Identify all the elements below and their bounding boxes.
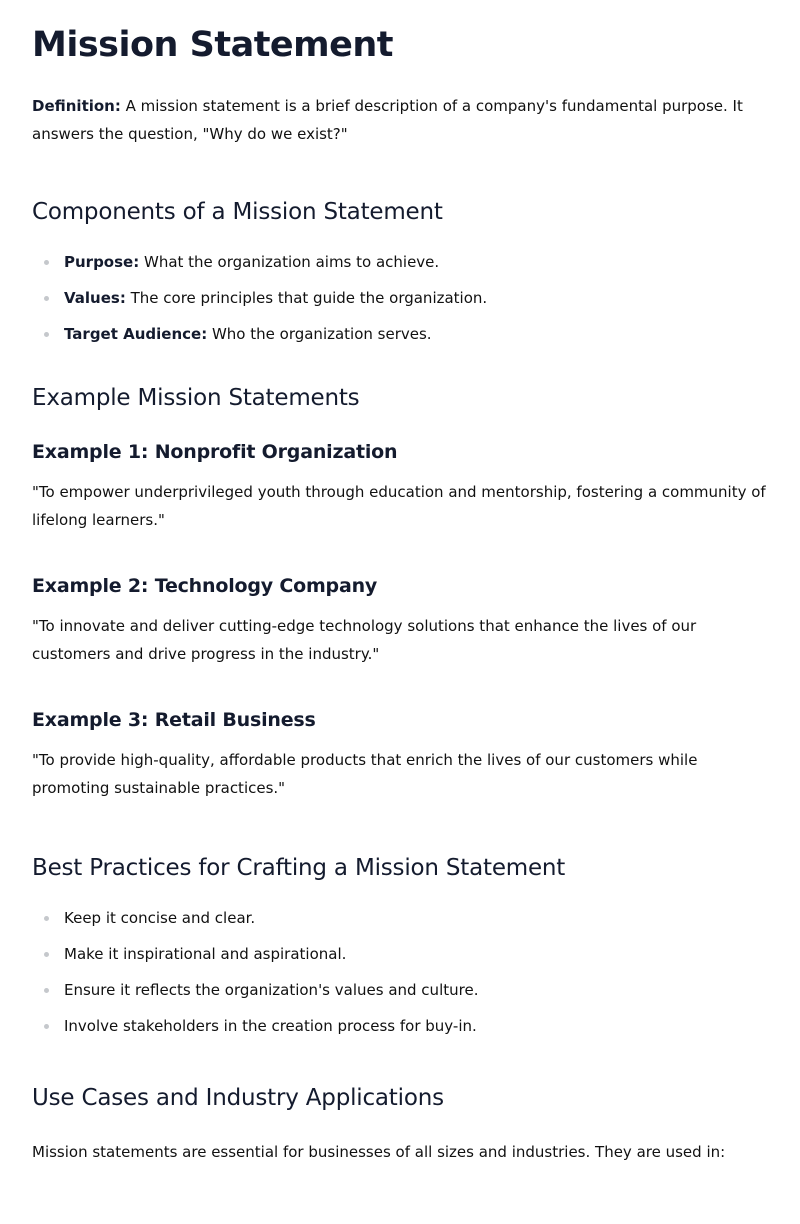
list-item — [32, 252, 768, 272]
example-quote: "To empower underprivileged youth through education and mentorship, fostering a community of lifelong learners." — [32, 483, 766, 529]
use-cases-section — [32, 1084, 768, 1166]
example-title: Example 3: Retail Business — [32, 709, 316, 731]
definition-paragraph — [32, 92, 768, 148]
example-title: Example 1: Nonprofit Organization — [32, 441, 398, 463]
example-block — [32, 574, 768, 668]
page-title: Mission Statement — [32, 25, 394, 65]
best-practices-section — [32, 854, 768, 1036]
list-item-label: Target Audience: — [64, 325, 208, 343]
definition-label: Definition: — [32, 97, 121, 115]
list-item: Make it inspirational and aspirational. — [32, 944, 768, 964]
list-item-text: What the organization aims to achieve. — [139, 253, 440, 271]
example-quote: "To innovate and deliver cutting-edge technology solutions that enhance the lives of our customers and drive progress in the industry." — [32, 617, 697, 663]
examples-heading: Example Mission Statements — [32, 385, 360, 411]
components-heading: Components of a Mission Statement — [32, 199, 443, 225]
list-item: Keep it concise and clear. — [32, 908, 768, 928]
use-cases-intro: Mission statements are essential for businesses of all sizes and industries. They are used in: — [32, 1143, 726, 1161]
best-practices-heading: Best Practices for Crafting a Mission Statement — [32, 855, 566, 881]
example-title: Example 2: Technology Company — [32, 575, 378, 597]
example-block — [32, 440, 768, 534]
components-section — [32, 198, 768, 344]
list-item — [32, 324, 768, 344]
list-item — [32, 288, 768, 308]
list-item: Involve stakeholders in the creation process for buy-in. — [32, 1016, 768, 1036]
list-item-label: Purpose: — [64, 253, 140, 271]
list-item: Ensure it reflects the organization's values and culture. — [32, 980, 768, 1000]
components-list — [32, 252, 768, 344]
example-block — [32, 708, 768, 802]
example-quote: "To provide high-quality, affordable products that enrich the lives of our customers while promoting sustainable practices." — [32, 751, 698, 797]
use-cases-heading: Use Cases and Industry Applications — [32, 1085, 444, 1111]
best-practices-list — [32, 908, 768, 1036]
list-item-label: Values: — [64, 289, 126, 307]
list-item-text: The core principles that guide the organization. — [125, 289, 488, 307]
definition-text: A mission statement is a brief description of a company's fundamental purpose. It answers the question, "Why do we exist?" — [32, 97, 743, 143]
examples-section — [32, 384, 768, 802]
list-item-text: Who the organization serves. — [207, 325, 432, 343]
document-page — [0, 24, 800, 1166]
